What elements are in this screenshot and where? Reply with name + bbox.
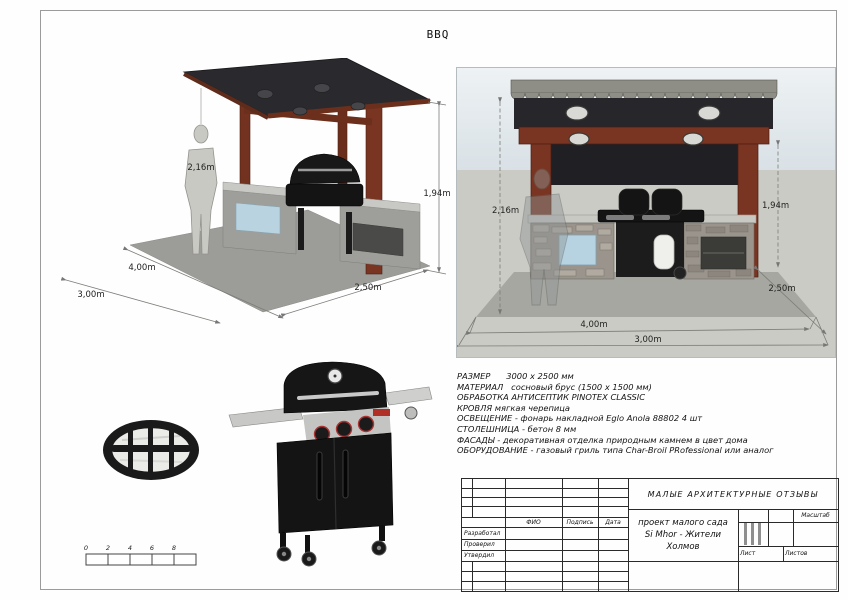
header-beam <box>519 127 769 144</box>
grill-image <box>227 357 433 571</box>
dim-label-width: 3,00m <box>77 290 105 300</box>
dim-label-side: 2,50m <box>354 283 382 293</box>
spec-treatment: ОБРАБОТКА АНТИСЕПТИК PINOTEX CLASSIC <box>457 392 646 403</box>
roof-shingles <box>511 80 777 100</box>
dim-label-width: 3,00m <box>634 335 662 345</box>
gas-grill-product <box>229 362 432 566</box>
page-title: BBQ <box>426 28 450 41</box>
door-handle-left <box>317 452 322 500</box>
gas-cylinder <box>654 235 674 269</box>
elevation-view-drawing <box>456 67 836 358</box>
roof-fascia <box>514 98 773 129</box>
spec-roof: КРОВЛЯ мягкая черепица <box>457 402 571 413</box>
specifications-block <box>457 371 835 456</box>
sheets-label: Листов <box>785 550 808 557</box>
isometric-view-drawing <box>58 58 452 326</box>
scale-tick-6: 6 <box>149 544 155 552</box>
dim-label-depth: 4,00m <box>580 320 608 330</box>
stamp-bar <box>744 523 747 545</box>
scale-tick-8: 8 <box>171 544 177 552</box>
column-header-fio: ФИО <box>526 518 541 526</box>
stone-counter-right <box>684 223 754 279</box>
scale-bar-segments <box>86 554 196 565</box>
title-block <box>461 478 839 592</box>
row-label-developed: Разработал <box>464 529 501 537</box>
dim-label-person-height: 2,16m <box>492 206 520 216</box>
stamp-bar <box>758 523 761 545</box>
spec-equipment: ОБОРУДОВАНИЕ - газовый гриль типа Char-Broil PRofessional или аналог <box>457 445 774 456</box>
dim-label-depth: 4,00m <box>128 263 156 273</box>
column-header-date: Дата <box>605 518 621 526</box>
counter-window <box>236 203 280 234</box>
dim-label-structure-height: 1,94m <box>423 189 451 199</box>
spec-material: МАТЕРИАЛ сосновый брус (1500 x 1500 мм) <box>457 381 652 392</box>
stamp-bar <box>751 523 754 545</box>
dim-label-structure-height: 1,94m <box>762 201 790 211</box>
brand-logo <box>373 409 390 416</box>
scale-tick-4: 4 <box>127 544 133 552</box>
paving-area <box>476 272 816 317</box>
scale-bar <box>80 541 202 573</box>
scale-tick-0: 0 <box>83 544 89 552</box>
counter-left <box>223 182 296 254</box>
spec-facades: ФАСАДЫ - декоративная отделка природным камнем в цвет дома <box>457 434 748 445</box>
lamp-image <box>98 414 204 486</box>
project-title-cell <box>628 509 738 561</box>
roof <box>184 58 430 118</box>
casters <box>277 541 386 566</box>
row-label-approved: Утвердил <box>464 552 495 559</box>
org-header: МАЛЫЕ АРХИТЕКТУРНЫЕ ОТЗЫВЫ <box>647 489 819 499</box>
door-handle-right <box>343 450 348 498</box>
scale-label: Масштаб <box>801 512 830 519</box>
project-line2: Si Mhor - Жители Холмов <box>644 530 722 552</box>
dim-label-person-height: 2,16m <box>187 163 215 173</box>
spec-size: РАЗМЕР 3000 x 2500 мм <box>457 371 574 381</box>
side-burner-knob <box>405 407 417 419</box>
bulkhead-light <box>103 420 199 480</box>
column-header-signature: Подпись <box>566 518 594 526</box>
dim-label-side: 2,50m <box>768 284 796 294</box>
spec-lighting: ОСВЕЩЕНИЕ - фонарь накладной Eglo Anola 88802 4 шт <box>457 413 703 424</box>
sheet-label: Лист <box>740 550 756 557</box>
project-line1: проект малого сада <box>638 518 728 528</box>
scale-tick-2: 2 <box>105 544 111 552</box>
spec-countertop: СТОЛЕШНИЦА - бетон 8 мм <box>457 423 577 434</box>
row-label-checked: Проверил <box>464 541 495 548</box>
